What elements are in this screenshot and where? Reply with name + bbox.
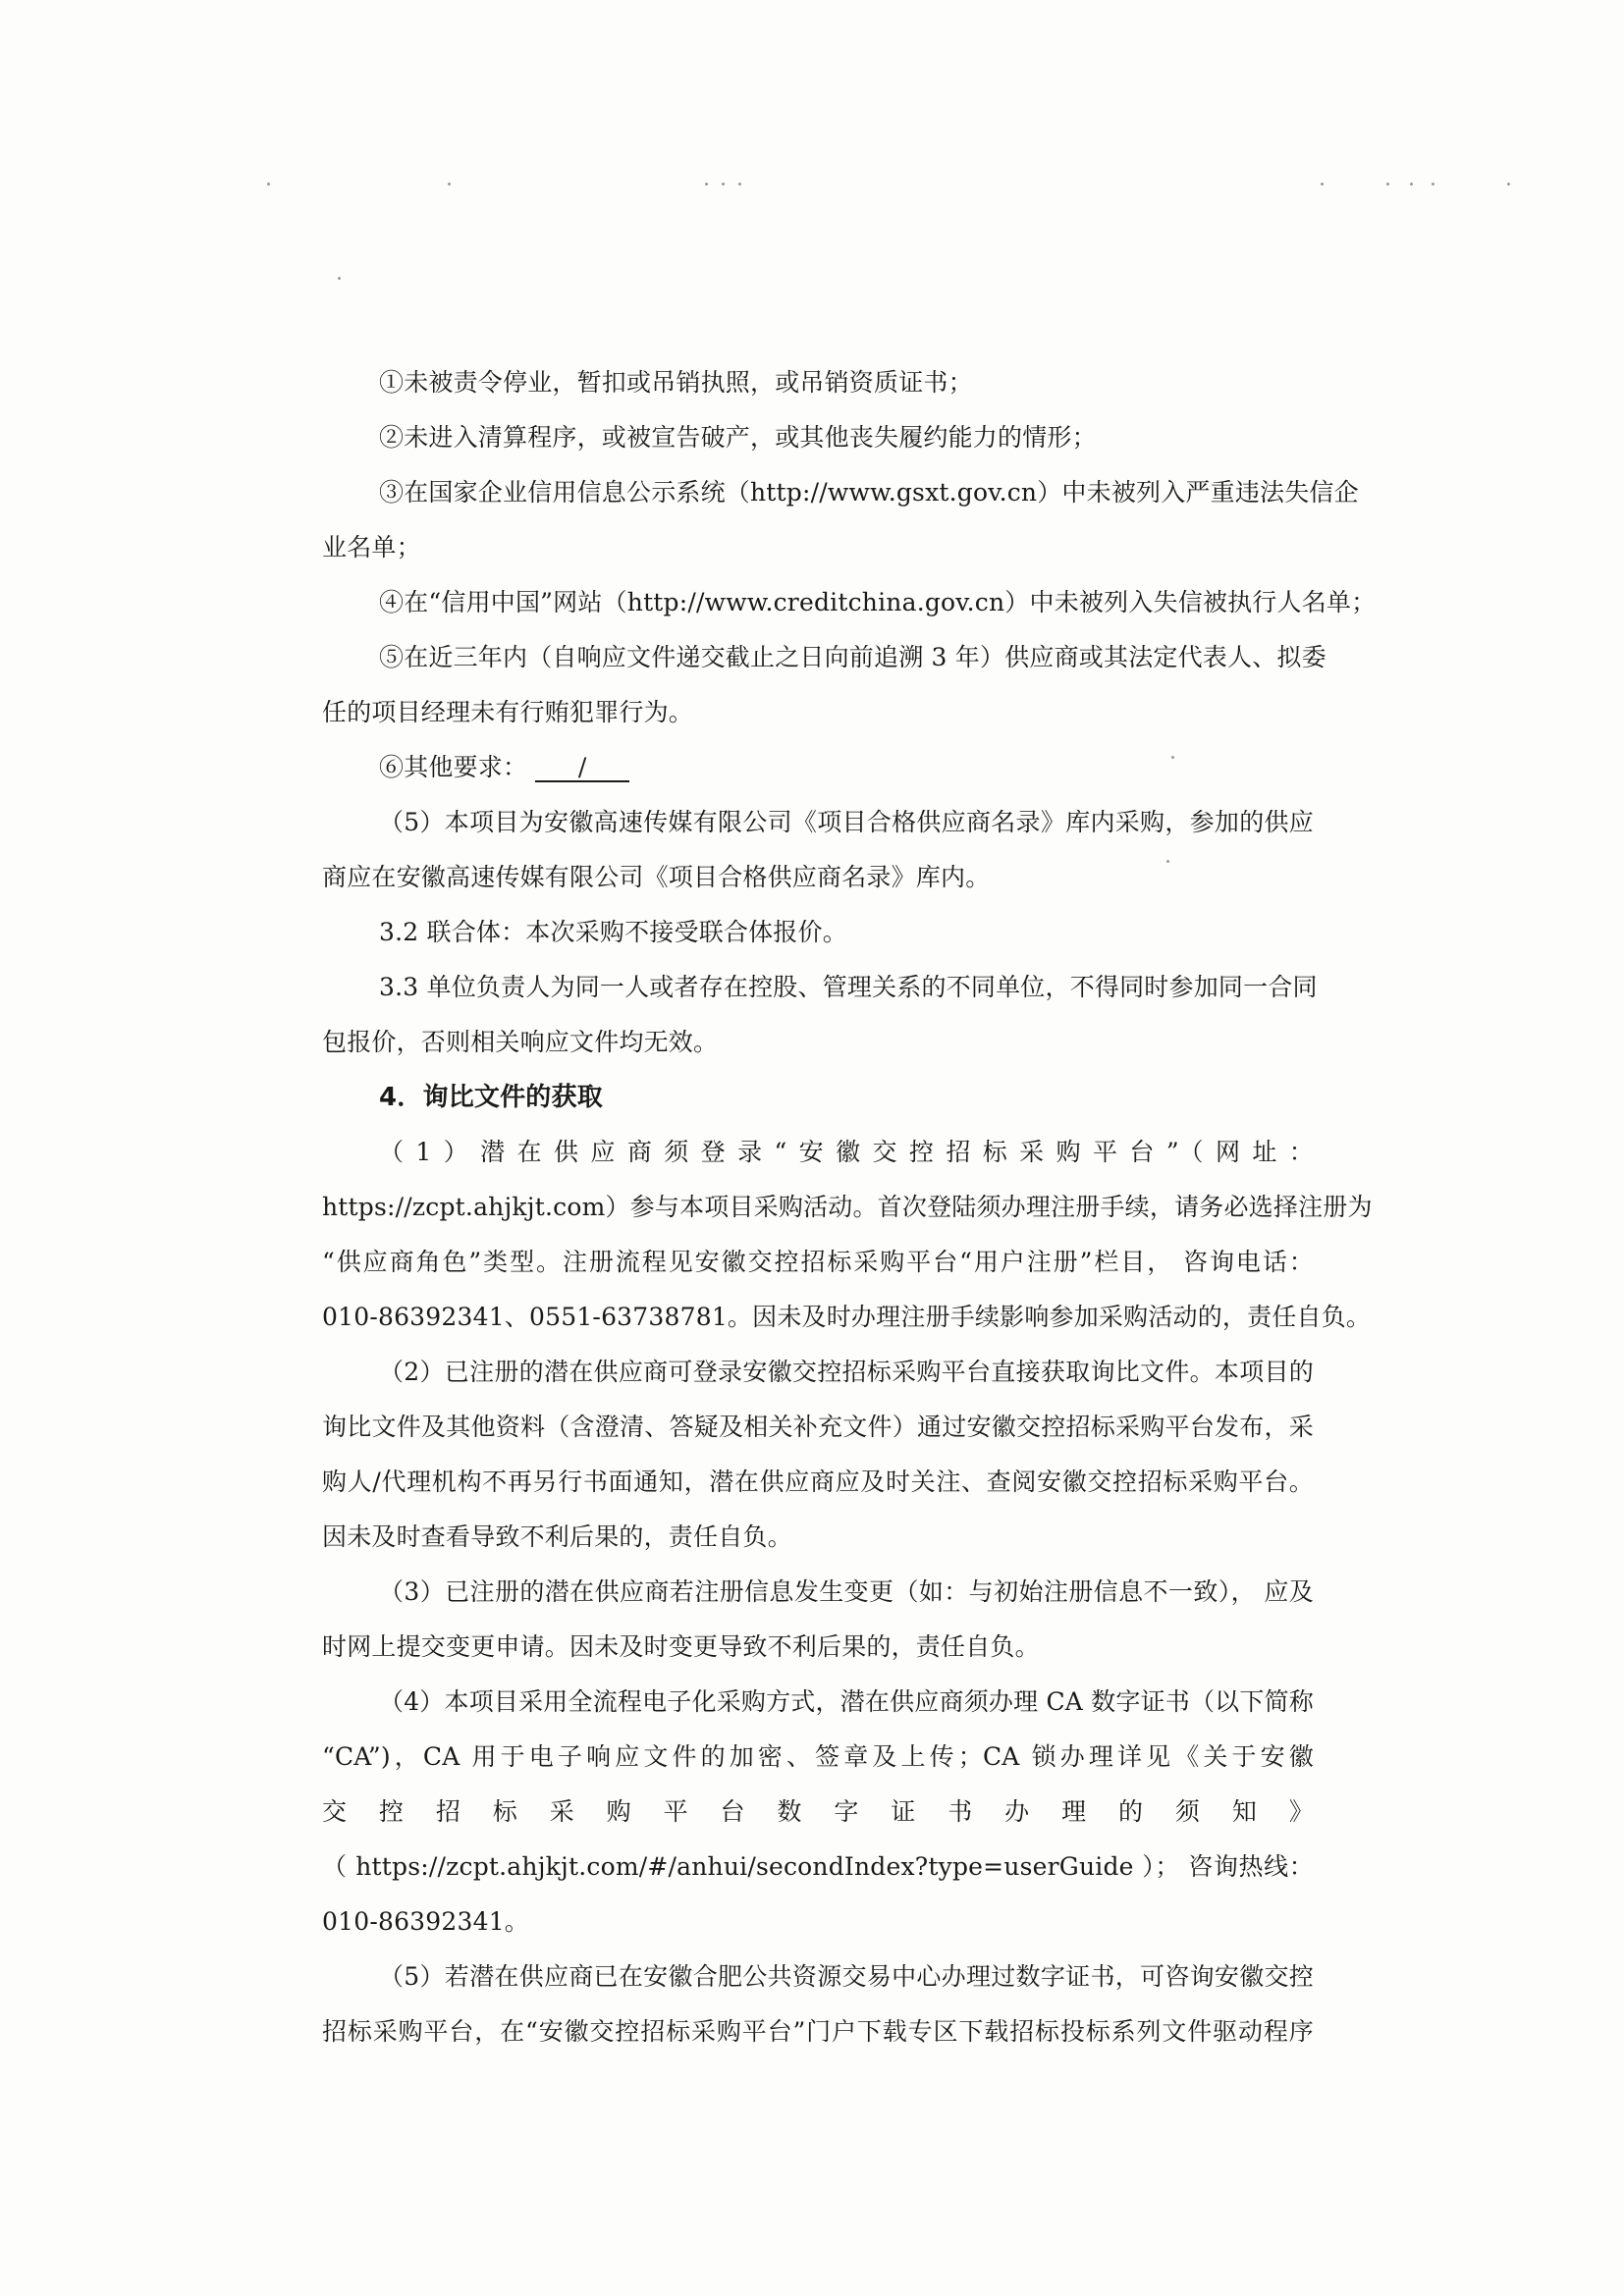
text-line: 询比文件及其他资料（含澄清、答疑及相关补充文件）通过安徽交控招标采购平台发布，采 xyxy=(322,1413,1314,1441)
scan-speck xyxy=(1507,183,1510,186)
scan-speck xyxy=(738,183,741,186)
scan-speck xyxy=(722,183,725,186)
text-line: （4）本项目采用全流程电子化采购方式，潜在供应商须办理 CA 数字证书（以下简称 xyxy=(379,1687,1314,1716)
scan-speck xyxy=(1321,183,1324,186)
text-line: 010-86392341。 xyxy=(322,1907,530,1936)
text-line: ④在“信用中国”网站（http://www.creditchina.gov.cn）中未被列入失信被执行人名单； xyxy=(379,588,1377,616)
text-line: https://zcpt.ahjkjt.com）参与本项目采购活动。首次登陆须办理注册手续，请务必选择注册为 xyxy=(322,1193,1373,1221)
text-line: （5）本项目为安徽高速传媒有限公司《项目合格供应商名录》库内采购，参加的供应 xyxy=(379,808,1314,836)
text-line: 业名单； xyxy=(322,533,421,561)
text-line: （ https://zcpt.ahjkjt.com/#/anhui/secondIndex?type=userGuide ）； 咨询热线： xyxy=(322,1852,1314,1881)
other-requirements-line xyxy=(322,740,1314,795)
text-line: 时网上提交变更申请。因未及时变更导致不利后果的，责任自负。 xyxy=(322,1632,1040,1661)
text-line: ③在国家企业信用信息公示系统（http://www.gsxt.gov.cn）中未被列入严重违法失信企 xyxy=(379,478,1359,507)
text-line: （3）已注册的潜在供应商若注册信息发生变更（如：与初始注册信息不一致）， 应及 xyxy=(379,1577,1314,1606)
text-line: “CA”)，CA 用于电子响应文件的加密、签章及上传；CA 锁办理详见《关于安徽 xyxy=(322,1742,1314,1771)
text-line: “供应商角色”类型。注册流程见安徽交控招标采购平台“用户注册”栏目， 咨询电话： xyxy=(322,1248,1314,1276)
scan-speck xyxy=(338,277,341,280)
section-4-heading: 4．询比文件的获取 xyxy=(379,1083,603,1112)
scan-speck xyxy=(448,183,451,186)
text-line: （5）若潜在供应商已在安徽合肥公共资源交易中心办理过数字证书，可咨询安徽交控 xyxy=(379,1962,1314,1991)
text-line: ②未进入清算程序，或被宣告破产，或其他丧失履约能力的情形； xyxy=(379,423,1097,452)
text-line: （2）已注册的潜在供应商可登录安徽交控招标采购平台直接获取询比文件。本项目的 xyxy=(379,1358,1314,1386)
document-body xyxy=(322,355,1377,2059)
scan-speck xyxy=(705,183,708,186)
text-line: 因未及时查看导致不利后果的，责任自负。 xyxy=(322,1522,792,1551)
text-line: （1）潜在供应商须登录“安徽交控招标采购平台”（网址： xyxy=(379,1138,1314,1166)
text-line: ⑤在近三年内（自响应文件递交截止之日向前追溯 3 年）供应商或其法定代表人、拟委 xyxy=(379,643,1326,671)
scan-speck xyxy=(1386,183,1389,186)
text-line: 商应在安徽高速传媒有限公司《项目合格供应商名录》库内。 xyxy=(322,863,991,891)
text-line: 招标采购平台，在“安徽交控招标采购平台”门户下载专区下载招标投标系列文件驱动程序 xyxy=(322,2017,1314,2046)
section-3-3: 3.3 单位负责人为同一人或者存在控股、管理关系的不同单位，不得同时参加同一合同 xyxy=(379,973,1318,1001)
scan-speck xyxy=(1432,183,1435,186)
section-3-2: 3.2 联合体：本次采购不接受联合体报价。 xyxy=(379,918,847,946)
text-line: 010-86392341、0551-63738781。因未及时办理注册手续影响参加采购活动的，责任自负。 xyxy=(322,1303,1372,1331)
other-requirements-label: ⑥其他要求： xyxy=(379,753,528,781)
scan-speck xyxy=(1410,183,1413,186)
scan-speck xyxy=(267,183,270,186)
text-line: 购人/代理机构不再另行书面通知，潜在供应商应及时关注、查阅安徽交控招标采购平台。 xyxy=(322,1468,1314,1496)
text-line: 包报价，否则相关响应文件均无效。 xyxy=(322,1028,719,1056)
text-line: 任的项目经理未有行贿犯罪行为。 xyxy=(322,698,694,726)
text-line: ①未被责令停业，暂扣或吊销执照，或吊销资质证书； xyxy=(379,368,973,397)
text-line: 交控招标采购平台数字证书办理的须知》 xyxy=(322,1797,1314,1826)
other-requirements-value: / xyxy=(535,755,629,782)
